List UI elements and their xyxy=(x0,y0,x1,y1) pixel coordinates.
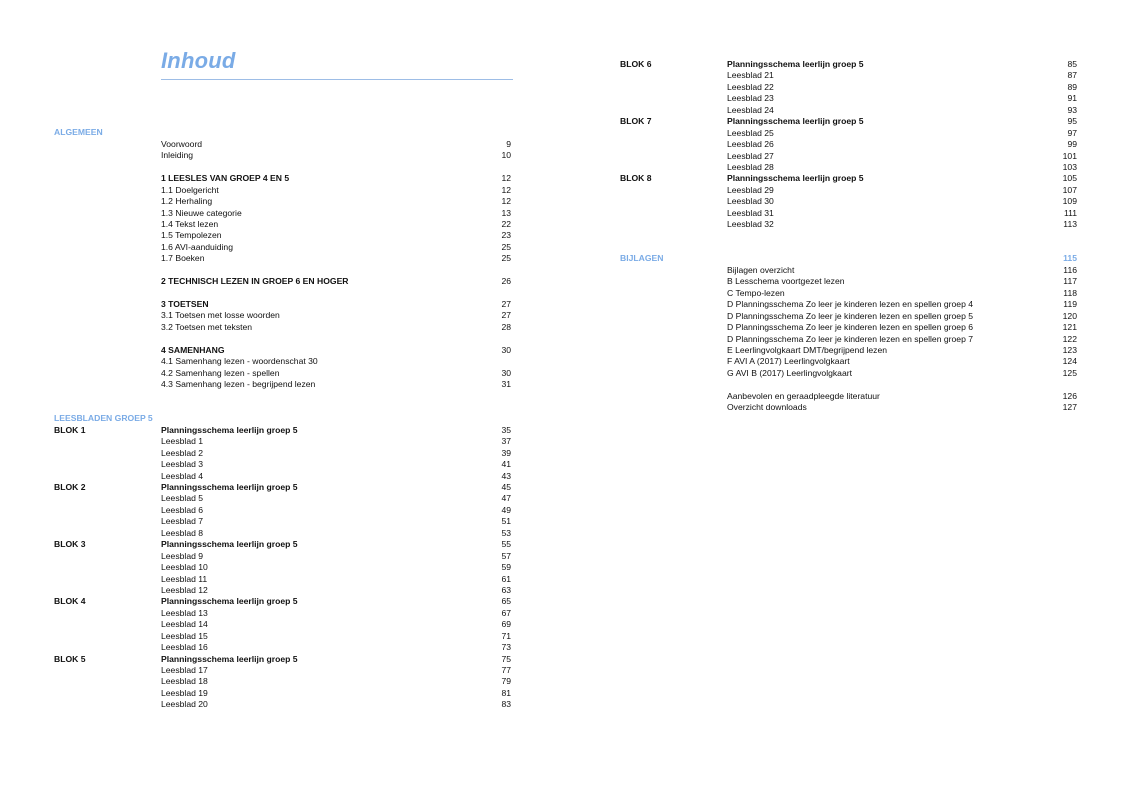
toc-entry-row xyxy=(54,631,514,642)
toc-page-number: 109 xyxy=(1062,196,1077,207)
toc-entry-title[interactable]: 2 TECHNISCH LEZEN IN GROEP 6 EN HOGER xyxy=(161,276,349,287)
toc-entry-row xyxy=(620,185,1080,196)
toc-entry-row xyxy=(54,208,514,219)
toc-page-number: 116 xyxy=(1063,264,1077,275)
toc-entry-title[interactable]: Leesblad 30 xyxy=(727,196,774,207)
toc-page-number: 124 xyxy=(1062,356,1077,367)
toc-entry-row xyxy=(54,185,514,196)
toc-entry-row xyxy=(54,242,514,253)
toc-page-number: 103 xyxy=(1062,161,1077,172)
toc-entry-row xyxy=(54,310,514,321)
toc-entry-title[interactable]: 3 TOETSEN xyxy=(161,299,209,309)
toc-entry-row xyxy=(54,139,514,150)
toc-entry-title[interactable]: E Leerlingvolgkaart DMT/begrijpend lezen xyxy=(727,344,888,355)
toc-page-number: 113 xyxy=(1063,219,1077,230)
toc-page-number: 35 xyxy=(501,424,511,435)
section-heading: ALGEMEEN xyxy=(54,127,103,138)
toc-page-number: 12 xyxy=(501,196,511,207)
toc-entry-row xyxy=(54,516,514,527)
toc-entry-row xyxy=(620,265,1080,276)
toc-entry-row xyxy=(54,562,514,573)
toc-entry-row xyxy=(620,311,1080,322)
toc-entry-row xyxy=(620,82,1080,93)
toc-entry-row xyxy=(54,230,514,241)
toc-page-number: 25 xyxy=(501,241,511,252)
toc-page-number: 53 xyxy=(501,527,511,538)
toc-page-number: 27 xyxy=(501,310,511,321)
toc-page-number: 12 xyxy=(501,173,511,184)
toc-entry-row xyxy=(54,585,514,596)
toc-section-row xyxy=(54,127,514,138)
toc-entry-title[interactable]: Leesblad 17 xyxy=(161,665,208,675)
toc-entry-title[interactable]: 4.2 Samenhang lezen - spellen xyxy=(161,367,280,378)
toc-entry-row xyxy=(620,299,1080,310)
toc-page-number: 23 xyxy=(501,230,511,241)
toc-entry-title[interactable]: Leesblad 32 xyxy=(727,219,774,230)
toc-entry-title[interactable]: Leesblad 16 xyxy=(161,642,208,653)
spacer xyxy=(54,116,514,127)
toc-entry-title[interactable]: Leesblad 4 xyxy=(161,470,204,481)
toc-entry-title[interactable]: Overzicht downloads xyxy=(727,402,807,413)
toc-entry-row xyxy=(620,173,1080,184)
toc-entry-title[interactable]: C Tempo-lezen xyxy=(727,287,785,298)
spacer xyxy=(54,288,514,299)
toc-entry-row xyxy=(620,368,1080,379)
blok-label: BLOK 6 xyxy=(620,59,652,69)
toc-page-number: 22 xyxy=(501,218,511,229)
toc-entry-row xyxy=(54,219,514,230)
toc-entry-title[interactable]: Leesblad 13 xyxy=(161,607,208,618)
toc-page-number: 87 xyxy=(1067,70,1077,81)
spacer xyxy=(54,333,514,344)
toc-entry-title[interactable]: 1.3 Nieuwe categorie xyxy=(161,207,242,218)
toc-entry-row xyxy=(54,196,514,207)
toc-page-number: 121 xyxy=(1062,322,1077,333)
toc-entry-row xyxy=(620,391,1080,402)
spacer xyxy=(54,265,514,276)
section-heading: LEESBLADEN GROEP 5 xyxy=(54,413,153,424)
toc-entry-title[interactable]: Leesblad 25 xyxy=(727,127,774,138)
toc-entry-row xyxy=(54,574,514,585)
toc-entry-title[interactable]: Leesblad 9 xyxy=(161,550,204,561)
toc-entry-title[interactable]: Leesblad 22 xyxy=(727,81,774,92)
toc-entry-row xyxy=(54,688,514,699)
toc-entry-row xyxy=(54,482,514,493)
toc-entry-row xyxy=(54,436,514,447)
toc-entry-row xyxy=(54,425,514,436)
toc-entry-title[interactable]: 1.2 Herhaling xyxy=(161,196,213,207)
toc-entry-title[interactable]: Bijlagen overzicht xyxy=(727,264,795,275)
toc-page-number: 69 xyxy=(501,619,511,630)
toc-entry-title[interactable]: Leesblad 24 xyxy=(727,104,774,115)
toc-page-number: 51 xyxy=(501,516,511,527)
spacer xyxy=(620,231,1080,242)
toc-page-number: 115 xyxy=(1063,253,1077,264)
toc-entry-title[interactable]: Leesblad 1 xyxy=(161,436,204,447)
toc-page-number: 12 xyxy=(501,184,511,195)
toc-page-number: 63 xyxy=(501,584,511,595)
toc-right-column xyxy=(620,59,1080,414)
toc-entry-row xyxy=(620,334,1080,345)
toc-entry-row xyxy=(54,173,514,184)
toc-entry-title[interactable]: Leesblad 12 xyxy=(161,584,208,595)
section-heading: BIJLAGEN xyxy=(620,253,664,264)
toc-entry-title[interactable]: Planningsschema leerlijn groep 5 xyxy=(727,173,864,184)
toc-entry-row xyxy=(54,322,514,333)
toc-entry-row xyxy=(620,402,1080,413)
toc-page-number: 43 xyxy=(501,470,511,481)
toc-entry-row xyxy=(54,654,514,665)
toc-entry-row xyxy=(54,356,514,367)
toc-entry-title[interactable]: Leesblad 29 xyxy=(727,184,774,195)
toc-entry-title[interactable]: Leesblad 23 xyxy=(727,93,774,104)
toc-entry-title[interactable]: Planningsschema leerlijn groep 5 xyxy=(161,482,298,492)
toc-entry-title[interactable]: 1.7 Boeken xyxy=(161,253,205,264)
blok-label: BLOK 3 xyxy=(54,539,86,550)
title-underline xyxy=(161,79,513,80)
toc-page-number: 37 xyxy=(501,436,511,447)
toc-entry-row xyxy=(54,619,514,630)
blok-label: BLOK 2 xyxy=(54,482,86,492)
toc-page-number: 75 xyxy=(501,653,511,664)
toc-left-column xyxy=(54,116,514,711)
toc-entry-title[interactable]: D Planningsschema Zo leer je kinderen lezen en spellen groep 4 xyxy=(727,299,974,310)
toc-entry-row xyxy=(54,253,514,264)
toc-page-number: 127 xyxy=(1062,402,1077,413)
toc-entry-title[interactable]: Leesblad 31 xyxy=(727,207,774,218)
toc-page-number: 65 xyxy=(501,596,511,607)
toc-page-number: 79 xyxy=(501,676,511,687)
toc-entry-row xyxy=(54,379,514,390)
toc-entry-title[interactable]: Planningsschema leerlijn groep 5 xyxy=(161,539,298,550)
toc-entry-title[interactable]: Planningsschema leerlijn groep 5 xyxy=(161,653,298,664)
toc-page-number: 95 xyxy=(1067,116,1077,127)
toc-page-number: 97 xyxy=(1067,127,1077,138)
toc-entry-title[interactable]: 4.3 Samenhang lezen - begrijpend lezen xyxy=(161,379,316,390)
toc-entry-title[interactable]: D Planningsschema Zo leer je kinderen lezen en spellen groep 6 xyxy=(727,322,974,333)
toc-entry-row xyxy=(620,219,1080,230)
toc-page-number: 30 xyxy=(501,367,511,378)
toc-entry-row xyxy=(54,459,514,470)
toc-entry-title[interactable]: 3.1 Toetsen met losse woorden xyxy=(161,310,280,321)
toc-entry-row xyxy=(54,608,514,619)
toc-page-number: 93 xyxy=(1067,104,1077,115)
toc-entry-title[interactable]: 1 LEESLES VAN GROEP 4 EN 5 xyxy=(161,173,290,184)
toc-page-number: 101 xyxy=(1062,150,1077,161)
toc-entry-title[interactable]: Leesblad 21 xyxy=(727,70,774,81)
toc-entry-title[interactable]: 4.1 Samenhang lezen - woordenschat 30 xyxy=(161,356,318,367)
toc-entry-row xyxy=(54,493,514,504)
toc-entry-row xyxy=(54,676,514,687)
toc-page-number: 118 xyxy=(1063,287,1077,298)
toc-page-number: 125 xyxy=(1062,367,1077,378)
toc-entry-row xyxy=(620,70,1080,81)
toc-entry-row xyxy=(54,551,514,562)
toc-entry-title[interactable]: Inleiding xyxy=(161,150,194,161)
toc-entry-title[interactable]: Voorwoord xyxy=(161,138,203,149)
toc-entry-row xyxy=(54,276,514,287)
blok-label: BLOK 1 xyxy=(54,424,86,435)
toc-entry-title[interactable]: D Planningsschema Zo leer je kinderen lezen en spellen groep 5 xyxy=(727,310,974,321)
toc-page-number: 47 xyxy=(501,493,511,504)
toc-entry-title[interactable]: B Lesschema voortgezet lezen xyxy=(727,276,845,287)
toc-page-number: 28 xyxy=(501,321,511,332)
toc-page-number: 107 xyxy=(1062,184,1077,195)
toc-entry-title[interactable]: Leesblad 26 xyxy=(727,139,774,150)
toc-page-number: 71 xyxy=(501,630,511,641)
toc-page-number: 91 xyxy=(1067,93,1077,104)
toc-entry-title[interactable]: 3.2 Toetsen met teksten xyxy=(161,321,253,332)
toc-entry-row xyxy=(620,276,1080,287)
spacer xyxy=(620,379,1080,390)
toc-entry-row xyxy=(620,345,1080,356)
toc-page-number: 30 xyxy=(501,344,511,355)
toc-entry-title[interactable]: Leesblad 15 xyxy=(161,630,208,641)
toc-entry-row xyxy=(620,105,1080,116)
toc-entry-title[interactable]: Leesblad 5 xyxy=(161,493,204,504)
toc-entry-row xyxy=(54,299,514,310)
toc-entry-row xyxy=(620,139,1080,150)
toc-entry-row xyxy=(620,322,1080,333)
toc-entry-title[interactable]: F AVI A (2017) Leerlingvolgkaart xyxy=(727,356,850,367)
toc-page-number: 9 xyxy=(506,138,511,149)
toc-page-number: 55 xyxy=(501,539,511,550)
toc-page-number: 120 xyxy=(1062,310,1077,321)
spacer xyxy=(54,391,514,402)
toc-entry-row xyxy=(620,208,1080,219)
toc-entry-row xyxy=(54,642,514,653)
toc-entry-title[interactable]: Leesblad 3 xyxy=(161,459,204,470)
toc-page-number: 13 xyxy=(501,207,511,218)
toc-entry-row xyxy=(54,505,514,516)
toc-entry-row xyxy=(620,288,1080,299)
toc-page-number: 117 xyxy=(1063,276,1077,287)
toc-entry-row xyxy=(620,162,1080,173)
toc-entry-row xyxy=(620,196,1080,207)
toc-entry-title[interactable]: Leesblad 14 xyxy=(161,619,208,630)
toc-page-number: 67 xyxy=(501,607,511,618)
toc-entry-row xyxy=(620,116,1080,127)
toc-page-number: 83 xyxy=(501,699,511,710)
toc-entry-title[interactable]: Leesblad 19 xyxy=(161,687,208,698)
toc-entry-title[interactable]: Leesblad 8 xyxy=(161,527,204,538)
toc-entry-title[interactable]: Leesblad 28 xyxy=(727,161,774,172)
toc-entry-title[interactable]: 1.1 Doelgericht xyxy=(161,184,219,195)
toc-page-number: 49 xyxy=(501,504,511,515)
blok-label: BLOK 4 xyxy=(54,596,86,607)
toc-entry-row xyxy=(54,368,514,379)
toc-entry-row xyxy=(54,665,514,676)
toc-entry-title[interactable]: Leesblad 2 xyxy=(161,447,204,458)
toc-entry-row xyxy=(620,93,1080,104)
toc-entry-row xyxy=(54,528,514,539)
toc-entry-title[interactable]: Leesblad 27 xyxy=(727,150,774,161)
toc-page-number: 122 xyxy=(1062,333,1077,344)
toc-entry-row xyxy=(620,151,1080,162)
toc-entry-title[interactable]: 1.4 Tekst lezen xyxy=(161,218,219,229)
blok-label: BLOK 7 xyxy=(620,116,652,127)
toc-page-number: 73 xyxy=(501,642,511,653)
toc-page-number: 45 xyxy=(501,482,511,492)
toc-entry-row xyxy=(620,128,1080,139)
toc-entry-title[interactable]: Leesblad 7 xyxy=(161,516,204,527)
toc-page-number: 105 xyxy=(1062,173,1077,184)
toc-page-number: 39 xyxy=(501,447,511,458)
toc-entry-row xyxy=(54,539,514,550)
toc-entry-row xyxy=(54,699,514,710)
spacer xyxy=(620,242,1080,253)
spacer xyxy=(54,162,514,173)
toc-section-row xyxy=(54,413,514,424)
toc-page-number: 126 xyxy=(1062,390,1077,401)
toc-page-number: 27 xyxy=(501,299,511,309)
toc-page-number: 26 xyxy=(501,276,511,287)
toc-entry-title[interactable]: 1.6 AVI-aanduiding xyxy=(161,241,233,252)
page-title: Inhoud xyxy=(161,48,236,73)
toc-entry-title[interactable]: G AVI B (2017) Leerlingvolgkaart xyxy=(727,367,852,378)
toc-entry-title[interactable]: Planningsschema leerlijn groep 5 xyxy=(727,116,864,127)
toc-entry-title[interactable]: Planningsschema leerlijn groep 5 xyxy=(161,424,298,435)
toc-entry-row xyxy=(54,448,514,459)
toc-entry-title[interactable]: D Planningsschema Zo leer je kinderen lezen en spellen groep 7 xyxy=(727,333,974,344)
blok-label: BLOK 5 xyxy=(54,653,86,664)
toc-entry-title[interactable]: Aanbevolen en geraadpleegde literatuur xyxy=(727,390,880,401)
toc-entry-row xyxy=(54,150,514,161)
toc-page-number: 41 xyxy=(501,459,511,470)
blok-label: BLOK 8 xyxy=(620,173,652,184)
toc-page-number: 25 xyxy=(501,253,511,264)
toc-entry-title[interactable]: Leesblad 11 xyxy=(161,573,208,584)
toc-page-number: 81 xyxy=(501,687,511,698)
toc-entry-title[interactable]: 1.5 Tempolezen xyxy=(161,230,222,241)
toc-page-number: 61 xyxy=(501,573,511,584)
toc-entry-title[interactable]: Leesblad 18 xyxy=(161,676,208,687)
toc-page-number: 85 xyxy=(1067,59,1077,69)
toc-page-number: 77 xyxy=(501,665,511,675)
spacer xyxy=(54,402,514,413)
toc-entry-row xyxy=(54,596,514,607)
toc-page-number: 123 xyxy=(1062,344,1077,355)
toc-page-number: 111 xyxy=(1063,207,1077,218)
toc-section-row xyxy=(620,253,1080,264)
toc-page-number: 10 xyxy=(501,150,511,161)
toc-entry-row xyxy=(620,356,1080,367)
toc-entry-title[interactable]: Leesblad 6 xyxy=(161,504,204,515)
toc-entry-title[interactable]: Leesblad 10 xyxy=(161,562,208,573)
toc-entry-title[interactable]: 4 SAMENHANG xyxy=(161,344,225,355)
toc-entry-title[interactable]: Planningsschema leerlijn groep 5 xyxy=(161,596,298,607)
toc-entry-row xyxy=(620,59,1080,70)
toc-page-number: 89 xyxy=(1067,81,1077,92)
toc-page-number: 31 xyxy=(501,379,511,390)
toc-page-number: 57 xyxy=(501,550,511,561)
toc-page-number: 99 xyxy=(1067,139,1077,150)
toc-entry-title[interactable]: Leesblad 20 xyxy=(161,699,208,710)
toc-entry-row xyxy=(54,471,514,482)
toc-entry-row xyxy=(54,345,514,356)
toc-page-number: 59 xyxy=(501,562,511,573)
toc-entry-title[interactable]: Planningsschema leerlijn groep 5 xyxy=(727,59,864,69)
toc-page-number: 119 xyxy=(1063,299,1077,310)
